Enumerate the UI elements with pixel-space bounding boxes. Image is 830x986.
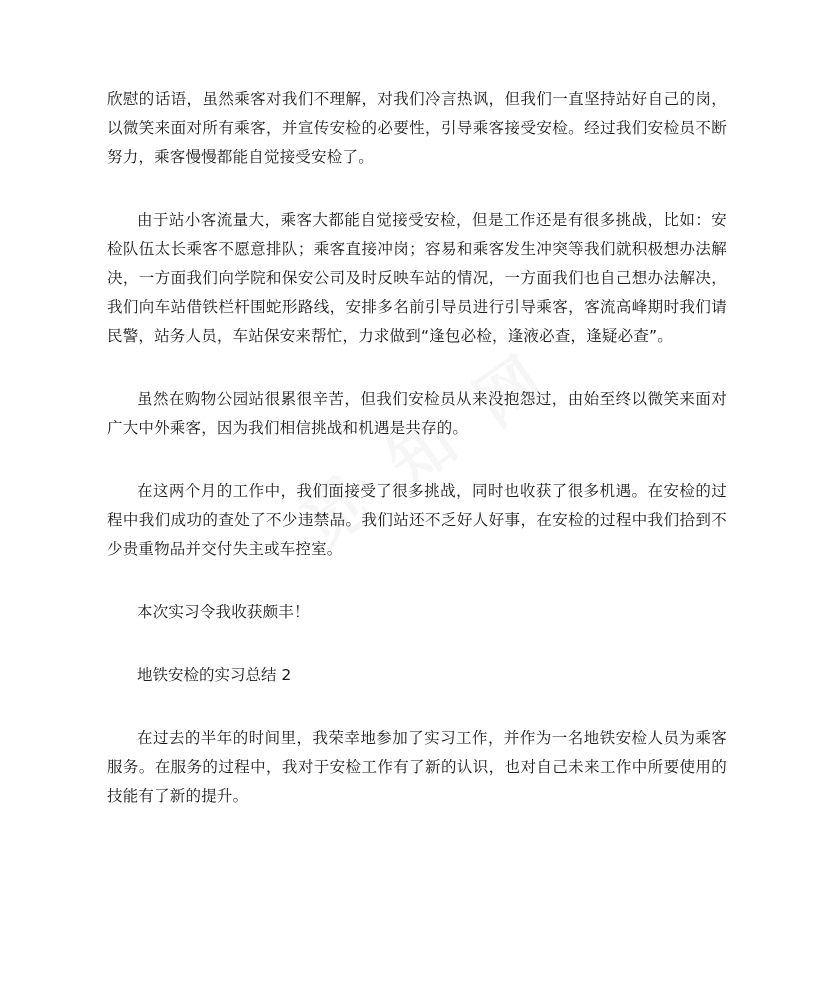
section-heading: 地铁安检的实习总结 2 bbox=[137, 666, 292, 684]
paragraph-half-year: 在过去的半年的时间里，我荣幸地参加了实习工作，并作为一名地铁安检人员为乘客服务。在服务的过程中，我对于安检工作有了新的认识，也对自己未来工作中所要使用的技能有了新的提升。 bbox=[107, 729, 727, 805]
document-body bbox=[107, 85, 727, 811]
paragraph-continuation: 欣慰的话语，虽然乘客对我们不理解，对我们冷言热讽，但我们一直坚持站好自己的岗，以微笑来面对所有乘客，并宣传安检的必要性，引导乘客接受安检。经过我们安检员不断努力，乘客慢慢都能自觉接受安检了。 bbox=[107, 90, 727, 166]
paragraph-conclusion: 本次实习令我收获颇丰！ bbox=[137, 603, 310, 621]
paragraph-station-work: 虽然在购物公园站很累很辛苦，但我们安检员从来没抱怨过，由始至终以微笑来面对广大中外乘客，因为我们相信挑战和机遇是共存的。 bbox=[107, 390, 727, 437]
paragraph-two-months: 在这两个月的工作中，我们面接受了很多挑战，同时也收获了很多机遇。在安检的过程中我们成功的查处了不少违禁品。我们站还不乏好人好事，在安检的过程中我们拾到不少贵重物品并交付失主或车控室。 bbox=[107, 482, 727, 558]
paragraph-challenges: 由于站小客流量大，乘客大都能自觉接受安检，但是工作还是有很多挑战，比如：安检队伍太长乘客不愿意排队；乘客直接冲岗；容易和乘客发生冲突等我们就积极想办法解决，一方面我们向学院和保安公司及时反映车站的情况，一方面我们也自己想办法解决，我们向车站借铁栏杆围蛇形路线，安排多名前引导员进行引导乘客，客流高峰期时我们请民警，站务人员，车站保安来帮忙，力求做到“逢包必检，逢液必查，逢疑必查”。 bbox=[107, 211, 727, 345]
